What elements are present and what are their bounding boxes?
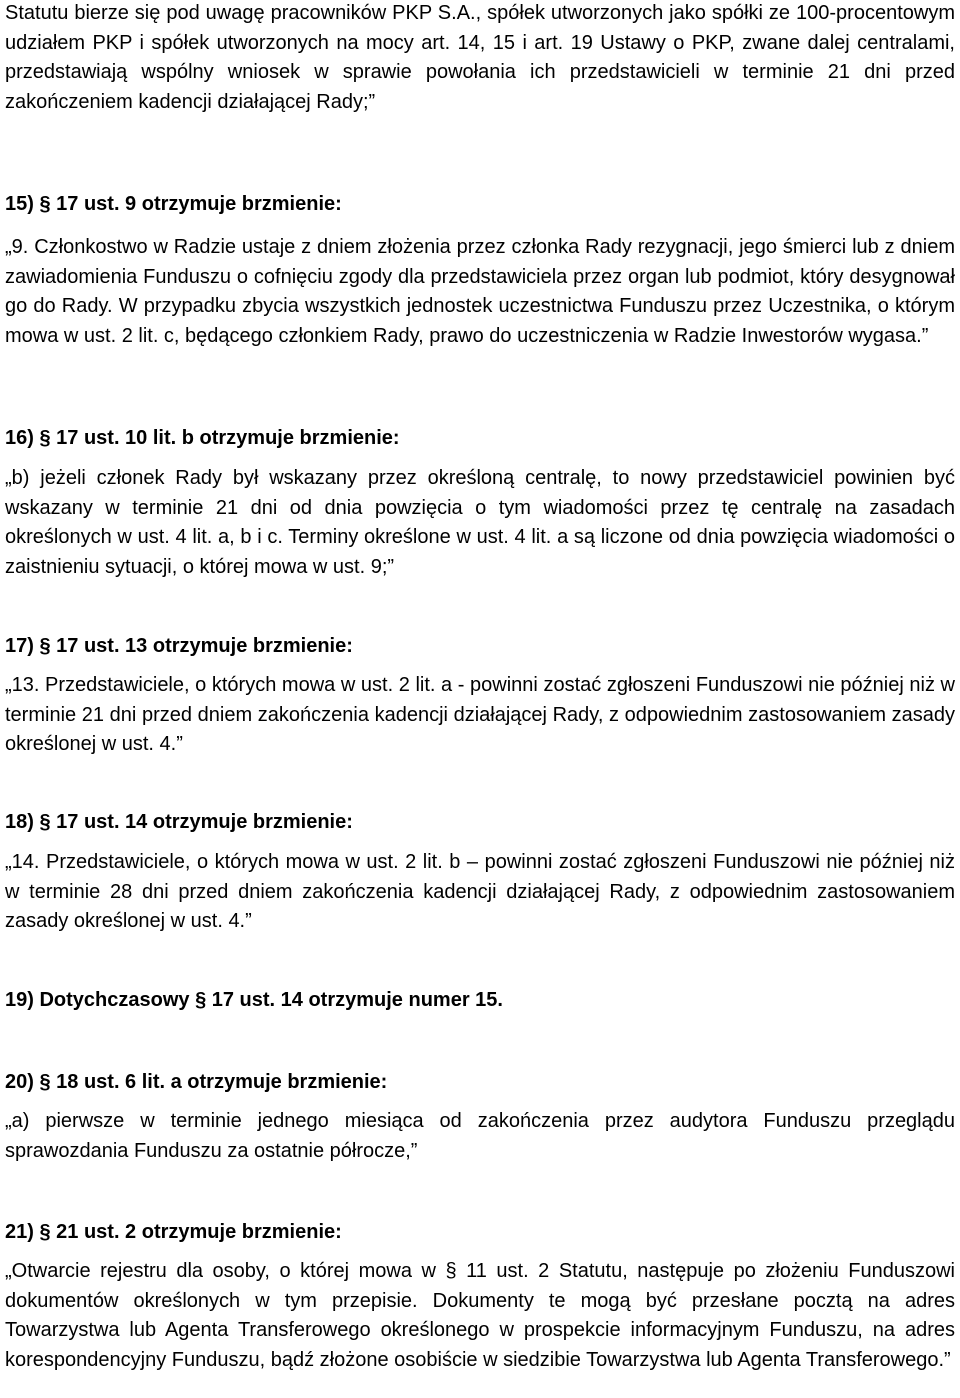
amendment-15-heading: 15) § 17 ust. 9 otrzymuje brzmienie: — [5, 193, 342, 215]
amendment-17-text: „13. Przedstawiciele, o których mowa w ust. 2 lit. a - powinni zostać zgłoszeni Funduszowi nie później niż w terminie 21 dni przed dniem zakończenia kadencji działającej Rady, z odpowiednim zastosowaniem zasady określonej w ust. 4.” — [5, 674, 955, 756]
amendment-19-heading: 19) Dotychczasowy § 17 ust. 14 otrzymuje numer 15. — [5, 989, 503, 1011]
amendment-21-heading: 21) § 21 ust. 2 otrzymuje brzmienie: — [5, 1221, 342, 1243]
amendment-15-text: „9. Członkostwo w Radzie ustaje z dniem złożenia przez członka Rady rezygnacji, jego śmierci lub z dniem zawiadomienia Funduszu o cofnięciu zgody dla przedstawiciela przez organ lub podmiot, który desygnował go do Rady. W przypadku zbycia wszystkich jednostek uczestnictwa Funduszu przez Uczestnika, o którym mowa w ust. 2 lit. c, będącego członkiem Rady, prawo do uczestniczenia w Radzie Inwestorów wygasa.” — [5, 236, 955, 347]
amendment-21-text: „Otwarcie rejestru dla osoby, o której mowa w § 11 ust. 2 Statutu, następuje po złożeniu Funduszowi dokumentów określonych w tym przepisie. Dokumenty te mogą być przesłane pocztą na adres Towarzystwa lub Agenta Transferowego określonego w prospekcie informacyjnym Funduszu, na adres korespondencyjny Funduszu, bądź złożone osobiście w siedzibie Towarzystwa lub Agenta Transferowego.” — [5, 1260, 955, 1371]
amendment-16-heading: 16) § 17 ust. 10 lit. b otrzymuje brzmienie: — [5, 427, 400, 449]
amendment-16-text: „b) jeżeli członek Rady był wskazany przez określoną centralę, to nowy przedstawiciel powinien być wskazany w terminie 21 dni od dnia powzięcia o tym wiadomości przez tę centralę na zasadach określonych w ust. 4 lit. a, b i c. Terminy określone w ust. 4 lit. a są liczone od dnia powzięcia wiadomości o zaistnieniu sytuacji, o której mowa w ust. 9;” — [5, 467, 955, 578]
amendment-20-heading: 20) § 18 ust. 6 lit. a otrzymuje brzmienie: — [5, 1071, 388, 1093]
amendment-18-heading: 18) § 17 ust. 14 otrzymuje brzmienie: — [5, 811, 353, 833]
amendment-20-text: „a) pierwsze w terminie jednego miesiąca od zakończenia przez audytora Funduszu przeglądu sprawozdania Funduszu za ostatnie półrocze,” — [5, 1110, 955, 1162]
amendment-18-text: „14. Przedstawiciele, o których mowa w ust. 2 lit. b – powinni zostać zgłoszeni Funduszowi nie później niż w terminie 28 dni przed dniem zakończenia kadencji działającej Rady, z odpowiednim zastosowaniem zasady określonej w ust. 4.” — [5, 851, 955, 933]
paragraph-intro-continuation: Statutu bierze się pod uwagę pracowników PKP S.A., spółek utworzonych jako spółki ze 100-procentowym udziałem PKP i spółek utworzonych na mocy art. 14, 15 i art. 19 Ustawy o PKP, zwane dalej centralami, przedstawiają wspólny wniosek w sprawie powołania ich przedstawicieli w terminie 21 dni przed zakończeniem kadencji działającej Rady;” — [5, 2, 955, 113]
amendment-17-heading: 17) § 17 ust. 13 otrzymuje brzmienie: — [5, 635, 353, 657]
